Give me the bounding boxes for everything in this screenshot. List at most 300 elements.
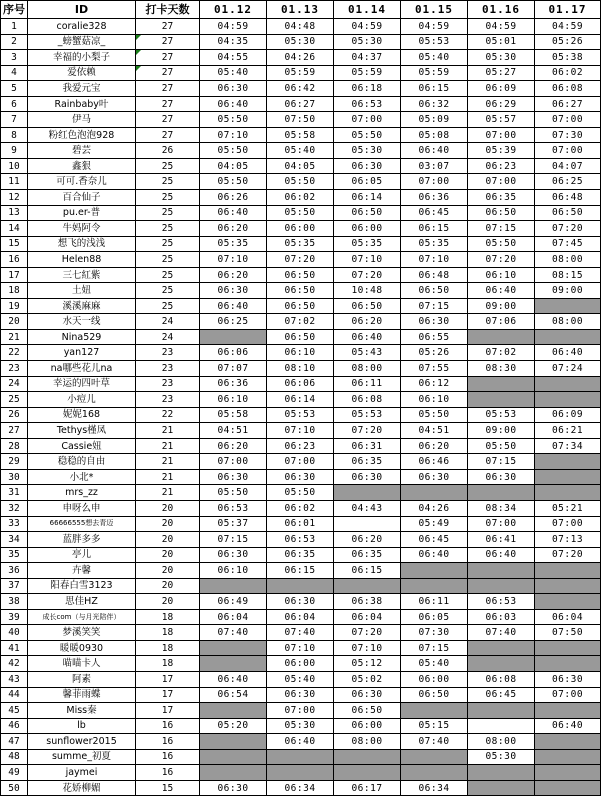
checkin-time-cell: 06:08 [334, 392, 401, 408]
missed-checkin-cell [334, 765, 401, 781]
checkin-time-cell: 04:59 [200, 19, 267, 35]
table-row [1, 765, 601, 781]
user-id-cell: summe_初夏 [28, 749, 136, 765]
checkin-time-cell: 06:30 [535, 671, 601, 687]
checkin-time-cell: 06:30 [200, 547, 267, 563]
checkin-days-cell: 23 [136, 392, 200, 408]
header-days: 打卡天数 [136, 1, 200, 19]
row-number-cell: 7 [1, 112, 28, 128]
missed-checkin-cell [468, 780, 535, 796]
user-id-cell: 可可.香奈儿 [28, 174, 136, 190]
checkin-time-cell: 05:37 [200, 516, 267, 532]
table-header [1, 1, 601, 19]
table-row [1, 376, 601, 392]
user-id-cell: coralie328 [28, 19, 136, 35]
user-id-cell: sunflower2015 [28, 734, 136, 750]
missed-checkin-cell [401, 703, 468, 719]
checkin-time-cell: 05:53 [334, 407, 401, 423]
checkin-time-cell: 06:20 [200, 438, 267, 454]
table-row [1, 143, 601, 159]
checkin-time-cell: 06:50 [334, 298, 401, 314]
checkin-time-cell: 06:31 [334, 438, 401, 454]
checkin-time-cell: 05:35 [200, 236, 267, 252]
table-row [1, 547, 601, 563]
checkin-time-cell: 05:59 [401, 65, 468, 81]
checkin-time-cell: 06:40 [334, 329, 401, 345]
missed-checkin-cell [468, 640, 535, 656]
checkin-time-cell: 06:46 [401, 454, 468, 470]
row-number-cell: 2 [1, 34, 28, 50]
missed-checkin-cell [535, 454, 601, 470]
checkin-time-cell: 06:40 [200, 96, 267, 112]
user-id-cell: 幸运的四叶草 [28, 376, 136, 392]
checkin-time-cell: 08:00 [535, 252, 601, 268]
missed-checkin-cell [535, 656, 601, 672]
checkin-time-cell: 08:34 [468, 500, 535, 516]
user-id-cell: Cassie妞 [28, 438, 136, 454]
row-number-cell: 9 [1, 143, 28, 159]
missed-checkin-cell [468, 578, 535, 594]
missed-checkin-cell [535, 640, 601, 656]
checkin-time-cell: 06:20 [334, 532, 401, 548]
checkin-time-cell: 07:30 [401, 625, 468, 641]
checkin-time-cell: 07:00 [401, 174, 468, 190]
table-row [1, 19, 601, 35]
checkin-time-cell: 07:02 [468, 345, 535, 361]
checkin-time-cell: 04:55 [200, 50, 267, 66]
checkin-time-cell: 06:03 [468, 609, 535, 625]
checkin-time-cell: 06:12 [401, 376, 468, 392]
checkin-time-cell: 04:48 [267, 19, 334, 35]
table-row [1, 236, 601, 252]
checkin-days-cell: 21 [136, 469, 200, 485]
checkin-time-cell: 05:38 [535, 50, 601, 66]
checkin-time-cell: 07:10 [267, 423, 334, 439]
table-row [1, 516, 601, 532]
checkin-time-cell: 06:04 [535, 609, 601, 625]
row-number-cell: 35 [1, 547, 28, 563]
checkin-time-cell: 06:36 [401, 190, 468, 206]
checkin-time-cell: 06:50 [334, 703, 401, 719]
checkin-time-cell: 06:50 [401, 687, 468, 703]
table-row [1, 298, 601, 314]
checkin-time-cell: 07:50 [267, 112, 334, 128]
checkin-time-cell: 07:15 [200, 532, 267, 548]
checkin-days-cell: 18 [136, 640, 200, 656]
checkin-days-cell: 20 [136, 532, 200, 548]
missed-checkin-cell [334, 578, 401, 594]
checkin-days-cell: 24 [136, 314, 200, 330]
checkin-days-cell: 16 [136, 734, 200, 750]
checkin-time-cell: 06:23 [267, 438, 334, 454]
checkin-days-cell: 27 [136, 96, 200, 112]
row-number-cell: 25 [1, 392, 28, 408]
checkin-time-cell: 06:30 [334, 469, 401, 485]
user-id-cell: 卉馨 [28, 563, 136, 579]
row-number-cell: 19 [1, 298, 28, 314]
checkin-time-cell: 04:59 [401, 19, 468, 35]
checkin-time-cell: 06:40 [200, 298, 267, 314]
user-id-cell: 阳春白雪3123 [28, 578, 136, 594]
table-row [1, 532, 601, 548]
row-number-cell: 18 [1, 283, 28, 299]
header-date: 01.14 [334, 1, 401, 19]
row-number-cell: 36 [1, 563, 28, 579]
table-row [1, 578, 601, 594]
missed-checkin-cell [401, 563, 468, 579]
missed-checkin-cell [535, 298, 601, 314]
checkin-time-cell: 06:06 [267, 376, 334, 392]
checkin-days-cell: 21 [136, 454, 200, 470]
checkin-time-cell: 05:35 [267, 236, 334, 252]
missed-checkin-cell [468, 392, 535, 408]
row-number-cell: 34 [1, 532, 28, 548]
checkin-days-cell: 20 [136, 563, 200, 579]
checkin-time-cell: 06:45 [468, 687, 535, 703]
user-id-cell: 小痘儿 [28, 392, 136, 408]
row-number-cell: 6 [1, 96, 28, 112]
checkin-time-cell: 05:26 [535, 34, 601, 50]
checkin-time-cell: 06:14 [267, 392, 334, 408]
checkin-time-cell: 07:15 [401, 640, 468, 656]
row-number-cell: 47 [1, 734, 28, 750]
checkin-time-cell: 05:21 [535, 500, 601, 516]
user-id-cell: Rainbaby叶 [28, 96, 136, 112]
row-number-cell: 8 [1, 127, 28, 143]
row-number-cell: 16 [1, 252, 28, 268]
checkin-days-cell: 25 [136, 205, 200, 221]
checkin-time-cell: 07:20 [535, 547, 601, 563]
checkin-days-cell: 25 [136, 158, 200, 174]
checkin-time-cell: 08:00 [334, 361, 401, 377]
checkin-time-cell: 07:00 [535, 143, 601, 159]
checkin-time-cell: 09:00 [535, 283, 601, 299]
checkin-time-cell: 07:10 [401, 252, 468, 268]
checkin-time-cell: 06:48 [535, 190, 601, 206]
checkin-time-cell: 05:02 [334, 671, 401, 687]
user-id-cell: 土妞 [28, 283, 136, 299]
missed-checkin-cell [535, 749, 601, 765]
checkin-days-cell: 25 [136, 267, 200, 283]
user-id-cell: 66666555想去青迈 [28, 516, 136, 532]
row-number-cell: 15 [1, 236, 28, 252]
checkin-time-cell: 05:50 [334, 127, 401, 143]
checkin-time-cell: 06:25 [200, 314, 267, 330]
checkin-time-cell: 07:30 [535, 127, 601, 143]
checkin-days-cell: 25 [136, 190, 200, 206]
checkin-time-cell: 06:38 [334, 594, 401, 610]
row-number-cell: 40 [1, 625, 28, 641]
row-number-cell: 20 [1, 314, 28, 330]
checkin-time-cell: 05:58 [200, 407, 267, 423]
missed-checkin-cell [468, 656, 535, 672]
row-number-cell: 44 [1, 687, 28, 703]
checkin-time-cell: 05:50 [200, 485, 267, 501]
checkin-days-cell: 27 [136, 65, 200, 81]
checkin-time-cell: 06:35 [334, 454, 401, 470]
checkin-time-cell: 06:09 [468, 81, 535, 97]
checkin-time-cell: 05:20 [200, 718, 267, 734]
checkin-time-cell: 06:05 [334, 174, 401, 190]
user-id-cell: lb [28, 718, 136, 734]
checkin-time-cell: 05:43 [334, 345, 401, 361]
row-number-cell: 37 [1, 578, 28, 594]
checkin-time-cell: 07:55 [401, 361, 468, 377]
missed-checkin-cell [401, 485, 468, 501]
user-id-cell: 亭儿 [28, 547, 136, 563]
checkin-days-cell: 20 [136, 594, 200, 610]
checkin-time-cell: 05:30 [267, 34, 334, 50]
checkin-time-cell: 07:20 [468, 252, 535, 268]
checkin-time-cell: 06:26 [200, 190, 267, 206]
row-number-cell: 41 [1, 640, 28, 656]
checkin-time-cell: 05:09 [401, 112, 468, 128]
user-id-cell: na哪些花儿na [28, 361, 136, 377]
table-row [1, 190, 601, 206]
checkin-time-cell: 06:50 [334, 205, 401, 221]
checkin-time-cell: 06:35 [267, 547, 334, 563]
checkin-time-cell: 06:02 [535, 65, 601, 81]
checkin-time-cell: 06:32 [401, 96, 468, 112]
missed-checkin-cell [334, 485, 401, 501]
checkin-time-cell: 06:02 [267, 500, 334, 516]
table-row [1, 96, 601, 112]
checkin-time-cell: 06:15 [401, 81, 468, 97]
table-row [1, 127, 601, 143]
row-number-cell: 43 [1, 671, 28, 687]
checkin-time-cell: 07:00 [200, 454, 267, 470]
user-id-cell: 蓝胖多多 [28, 532, 136, 548]
checkin-time-cell: 06:30 [334, 687, 401, 703]
checkin-days-cell: 21 [136, 485, 200, 501]
checkin-time-cell: 06:18 [334, 81, 401, 97]
checkin-days-cell: 17 [136, 703, 200, 719]
table-row [1, 345, 601, 361]
checkin-time-cell: 05:58 [267, 127, 334, 143]
row-number-cell: 46 [1, 718, 28, 734]
checkin-time-cell: 07:10 [267, 640, 334, 656]
checkin-time-cell: 06:14 [334, 190, 401, 206]
table-row [1, 734, 601, 750]
checkin-time-cell: 05:30 [334, 34, 401, 50]
checkin-time-cell: 07:34 [535, 438, 601, 454]
row-number-cell: 50 [1, 780, 28, 796]
checkin-days-cell: 26 [136, 143, 200, 159]
checkin-time-cell: 05:53 [468, 407, 535, 423]
checkin-days-cell: 27 [136, 19, 200, 35]
user-id-cell: 想飞的浅浅 [28, 236, 136, 252]
missed-checkin-cell [200, 329, 267, 345]
row-number-cell: 22 [1, 345, 28, 361]
checkin-time-cell: 06:50 [535, 205, 601, 221]
header-id: ID [28, 1, 136, 19]
checkin-days-cell: 18 [136, 625, 200, 641]
table-row [1, 656, 601, 672]
header-no: 序号 [1, 1, 28, 19]
checkin-time-cell: 06:29 [468, 96, 535, 112]
checkin-time-cell: 07:20 [334, 267, 401, 283]
row-number-cell: 29 [1, 454, 28, 470]
checkin-time-cell: 06:34 [267, 780, 334, 796]
checkin-time-cell: 06:21 [535, 423, 601, 439]
table-row [1, 703, 601, 719]
user-id-cell: Tethys槿凤 [28, 423, 136, 439]
checkin-time-cell: 06:27 [267, 96, 334, 112]
checkin-time-cell: 07:00 [334, 112, 401, 128]
checkin-time-cell: 07:00 [535, 516, 601, 532]
user-id-cell: pu.er-普 [28, 205, 136, 221]
checkin-days-cell: 21 [136, 423, 200, 439]
checkin-time-cell: 06:55 [401, 329, 468, 345]
checkin-time-cell: 06:00 [334, 718, 401, 734]
missed-checkin-cell [535, 765, 601, 781]
checkin-time-cell: 06:09 [535, 407, 601, 423]
missed-checkin-cell [535, 376, 601, 392]
checkin-time-cell: 06:53 [267, 532, 334, 548]
checkin-time-cell: 06:30 [267, 687, 334, 703]
table-row [1, 392, 601, 408]
user-id-cell: mrs_zz [28, 485, 136, 501]
table-row [1, 252, 601, 268]
header-date: 01.16 [468, 1, 535, 19]
checkin-time-cell: 06:11 [401, 594, 468, 610]
checkin-days-cell: 27 [136, 50, 200, 66]
checkin-days-cell: 18 [136, 656, 200, 672]
header-date: 01.13 [267, 1, 334, 19]
checkin-time-cell: 07:50 [535, 625, 601, 641]
checkin-time-cell: 06:50 [267, 298, 334, 314]
row-number-cell: 48 [1, 749, 28, 765]
user-id-cell: 稳稳的自由 [28, 454, 136, 470]
checkin-time-cell: 07:00 [468, 516, 535, 532]
row-number-cell: 14 [1, 221, 28, 237]
checkin-time-cell: 06:50 [468, 205, 535, 221]
checkin-time-cell: 07:00 [468, 127, 535, 143]
table-row [1, 594, 601, 610]
checkin-time-cell: 07:40 [468, 625, 535, 641]
checkin-time-cell: 06:50 [401, 283, 468, 299]
checkin-time-cell: 05:50 [267, 174, 334, 190]
checkin-time-cell: 04:26 [401, 500, 468, 516]
checkin-time-cell: 06:45 [401, 532, 468, 548]
row-number-cell: 4 [1, 65, 28, 81]
missed-checkin-cell [468, 329, 535, 345]
user-id-cell: 小北* [28, 469, 136, 485]
checkin-time-cell: 06:40 [468, 547, 535, 563]
row-number-cell: 42 [1, 656, 28, 672]
checkin-time-cell: 07:40 [401, 734, 468, 750]
missed-checkin-cell [401, 749, 468, 765]
table-body [1, 19, 601, 796]
table-row [1, 671, 601, 687]
checkin-time-cell: 04:37 [334, 50, 401, 66]
missed-checkin-cell [200, 734, 267, 750]
checkin-time-cell: 06:17 [334, 780, 401, 796]
checkin-time-cell: 06:20 [200, 267, 267, 283]
checkin-time-cell: 05:26 [401, 345, 468, 361]
table-row [1, 485, 601, 501]
checkin-days-cell: 18 [136, 609, 200, 625]
checkin-time-cell: 06:40 [200, 671, 267, 687]
user-id-cell: 粉红色泡泡928 [28, 127, 136, 143]
checkin-days-cell: 25 [136, 236, 200, 252]
table-row [1, 469, 601, 485]
row-number-cell: 31 [1, 485, 28, 501]
checkin-time-cell: 08:15 [535, 267, 601, 283]
checkin-time-cell: 07:10 [334, 252, 401, 268]
checkin-time-cell: 06:30 [200, 469, 267, 485]
checkin-days-cell: 25 [136, 283, 200, 299]
checkin-time-cell: 05:50 [267, 205, 334, 221]
checkin-time-cell [468, 718, 535, 734]
checkin-time-cell: 06:40 [401, 143, 468, 159]
checkin-days-cell: 20 [136, 578, 200, 594]
checkin-time-cell: 07:00 [267, 703, 334, 719]
checkin-time-cell: 07:20 [334, 625, 401, 641]
checkin-time-cell: 06:41 [468, 532, 535, 548]
checkin-time-cell: 06:04 [200, 609, 267, 625]
missed-checkin-cell [267, 765, 334, 781]
checkin-time-cell: 04:59 [535, 19, 601, 35]
checkin-time-cell: 06:15 [267, 563, 334, 579]
checkin-time-cell: 06:20 [200, 221, 267, 237]
missed-checkin-cell [468, 703, 535, 719]
missed-checkin-cell [535, 734, 601, 750]
checkin-time-cell: 04:07 [535, 158, 601, 174]
checkin-time-cell: 06:54 [200, 687, 267, 703]
table-row [1, 609, 601, 625]
checkin-time-cell: 06:00 [401, 671, 468, 687]
missed-checkin-cell [535, 563, 601, 579]
checkin-time-cell: 07:07 [200, 361, 267, 377]
row-number-cell: 45 [1, 703, 28, 719]
checkin-time-cell: 05:39 [468, 143, 535, 159]
missed-checkin-cell [535, 469, 601, 485]
missed-checkin-cell [468, 765, 535, 781]
checkin-time-cell: 06:15 [401, 221, 468, 237]
checkin-time-cell: 05:01 [468, 34, 535, 50]
user-id-cell: 喵喵卡人 [28, 656, 136, 672]
missed-checkin-cell [334, 749, 401, 765]
user-id-cell: 申呀么申 [28, 500, 136, 516]
checkin-time-cell: 07:00 [267, 454, 334, 470]
checkin-time-cell: 06:04 [334, 609, 401, 625]
checkin-time-cell: 10:48 [334, 283, 401, 299]
table-row [1, 112, 601, 128]
table-row [1, 329, 601, 345]
checkin-time-cell: 06:08 [535, 81, 601, 97]
checkin-time-cell: 05:35 [334, 236, 401, 252]
checkin-time-cell: 07:00 [535, 112, 601, 128]
checkin-time-cell: 04:05 [267, 158, 334, 174]
missed-checkin-cell [535, 392, 601, 408]
row-number-cell: 13 [1, 205, 28, 221]
checkin-time-cell: 06:08 [468, 671, 535, 687]
checkin-days-cell: 25 [136, 252, 200, 268]
checkin-time-cell: 04:05 [200, 158, 267, 174]
user-id-cell: jaymei [28, 765, 136, 781]
checkin-time-cell: 06:00 [334, 221, 401, 237]
checkin-time-cell: 07:40 [267, 625, 334, 641]
user-id-cell: 溪溪麻麻 [28, 298, 136, 314]
checkin-time-cell: 06:30 [267, 594, 334, 610]
checkin-time-cell: 06:50 [267, 329, 334, 345]
checkin-time-cell: 06:30 [334, 158, 401, 174]
missed-checkin-cell [200, 703, 267, 719]
checkin-days-cell: 27 [136, 81, 200, 97]
checkin-time-cell: 07:02 [267, 314, 334, 330]
table-row [1, 625, 601, 641]
